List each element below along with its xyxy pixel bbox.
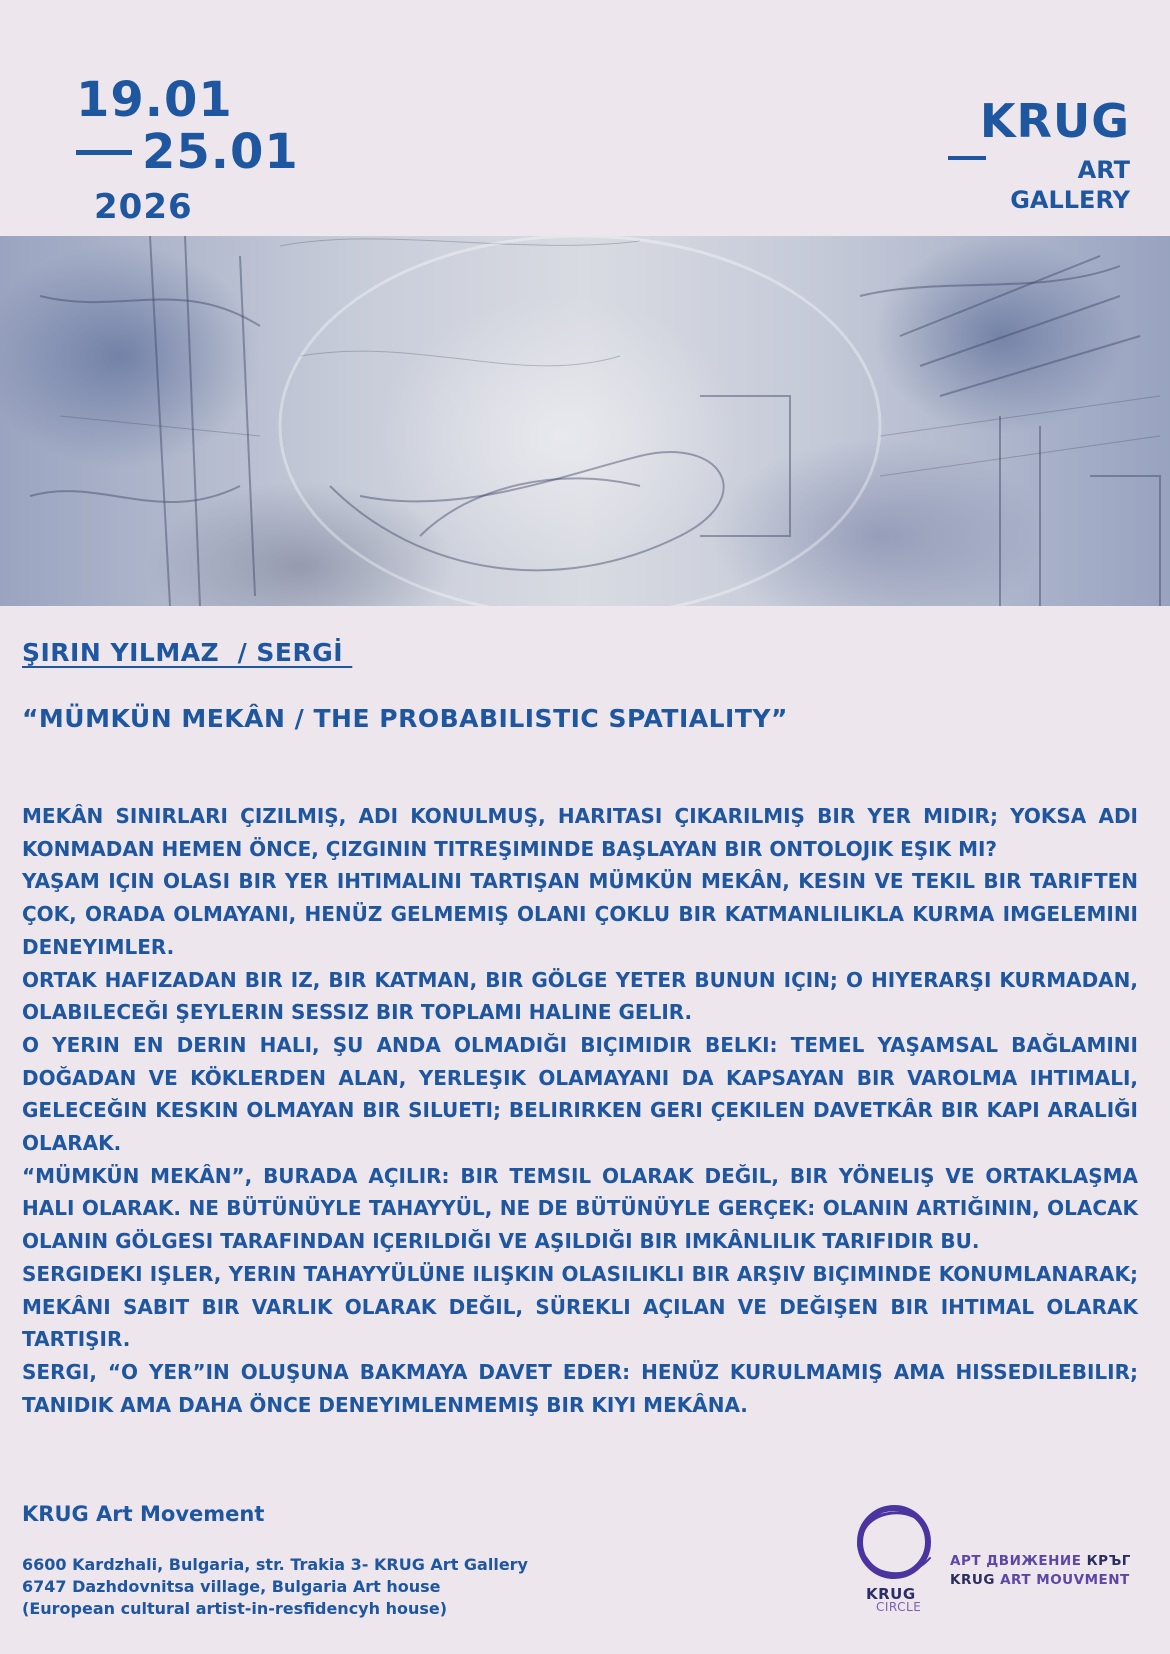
- description-paragraph: O YERIN EN DERIN HALI, ŞU ANDA OLMADIĞI BIÇIMIDIR BELKI: TEMEL YAŞAMSAL BAĞLAMINI DOĞADAN VE KÖKLERDEN ALAN, YERLEŞIK OLAMAYANI DA KAPSAYAN BIR VAROLMA IHTIMALI, GELECEĞIN KESKIN OLMAYAN BIR SILUETI; BELIRIRKEN GERI ÇEKILEN DAVETKÂR BIR KAPI ARALIĞI OLARAK.: [22, 1032, 1138, 1156]
- address-line: 6747 Dazhdovnitsa village, Bulgaria Art house: [22, 1577, 441, 1596]
- movement-line-latin: [950, 1571, 1131, 1590]
- brand-dash: [948, 156, 986, 160]
- brand-gallery: GALLERY: [1010, 186, 1130, 214]
- description-paragraph: “MÜMKÜN MEKÂN”, BURADA AÇILIR: BIR TEMSIL OLARAK DEĞIL, BIR YÖNELIŞ VE ORTAKLAŞMA HALI OLARAK. NE BÜTÜNÜYLE TAHAYYÜL, NE DE BÜTÜNÜYLE GERÇEK: OLANIN ARTIĞININ, OLACAK OLANIN GÖLGESI TARAFINDAN IÇERILDIĞI VE AŞILDIĞI BIR IMKÂNLILIK TARIFIDIR BU.: [22, 1163, 1138, 1254]
- description-paragraph: YAŞAM IÇIN OLASI BIR YER IHTIMALINI TARTIŞAN MÜMKÜN MEKÂN, KESIN VE TEKIL BIR TARIFTEN ÇOK, ORADA OLMAYANI, HENÜZ GELMEMIŞ OLANI ÇOKLU BIR KATMANLILIKLA KURMA IMGELEMINI DENEYIMLER.: [22, 869, 1138, 959]
- movement-latin-part1: KRUG: [950, 1572, 1001, 1588]
- artwork-texture: [0, 236, 1170, 606]
- krug-circle-logo: [846, 1496, 942, 1616]
- logo-word: KRUG: [866, 1585, 916, 1603]
- art-movement-label: [950, 1552, 1131, 1590]
- gallery-brand: [930, 94, 1130, 218]
- date-start: 19.01: [76, 72, 233, 128]
- brand-art-row: [930, 152, 1130, 186]
- brand-art: ART: [1077, 156, 1130, 184]
- movement-line-cyrillic: [950, 1552, 1131, 1571]
- description-paragraph: ORTAK HAFIZADAN BIR IZ, BIR KATMAN, BIR GÖLGE YETER BUNUN IÇIN; O HIYERARŞI KURMADAN, OLABILECEĞI ŞEYLERIN SESSIZ BIR TOPLAMI HALINE GELIR.: [22, 967, 1138, 1025]
- date-end: 25.01: [142, 124, 299, 180]
- date-year: 2026: [94, 187, 193, 227]
- address-line: (European cultural artist-in-resfidencyh house): [22, 1599, 448, 1618]
- brand-krug: KRUG: [979, 94, 1130, 148]
- date-dash: [76, 150, 132, 155]
- exhibition-title: “MÜMKÜN MEKÂN / THE PROBABILISTIC SPATIALITY”: [22, 704, 788, 733]
- artist-heading: ŞIRIN YILMAZ / SERGİ: [22, 638, 353, 667]
- exhibition-dates: [76, 72, 299, 227]
- movement-cyrillic-part2: КРЪГ: [1086, 1553, 1131, 1569]
- artwork-banner-image: [0, 236, 1170, 606]
- address-line: 6600 Kardzhali, Bulgaria, str. Trakia 3- KRUG Art Gallery: [22, 1555, 528, 1574]
- description-paragraph: SERGIDEKI IŞLER, YERIN TAHAYYÜLÜNE ILIŞKIN OLASILIKLI BIR ARŞIV BIÇIMINDE KONUMLANARAK; MEKÂNI SABIT BIR VARLIK OLARAK DEĞIL, SÜREKLI AÇILAN VE DEĞIŞEN BIR IHTIMAL OLARAK TARTIŞIR.: [22, 1261, 1138, 1352]
- exhibition-description: [22, 800, 1138, 1421]
- description-paragraph: SERGI, “O YER”IN OLUŞUNA BAKMAYA DAVET EDER: HENÜZ KURULMAMIŞ AMA HISSEDILEBILIR; TANIDIK AMA DAHA ÖNCE DENEYIMLENMEMIŞ BIR KIYI MEKÂNA.: [22, 1359, 1138, 1417]
- logo-subword: CIRCLE: [876, 1600, 922, 1614]
- circle-logo-icon: [846, 1496, 942, 1592]
- footer-org-name: KRUG Art Movement: [22, 1502, 265, 1526]
- date-end-row: [76, 124, 299, 180]
- movement-cyrillic-part1: АРТ ДВИЖЕНИЕ: [950, 1553, 1087, 1569]
- description-paragraph: MEKÂN SINIRLARI ÇIZILMIŞ, ADI KONULMUŞ, HARITASI ÇIKARILMIŞ BIR YER MIDIR; YOKSA ADI KONMADAN HEMEN ÖNCE, ÇIZGININ TITREŞIMINDE BAŞLAYAN BIR ONTOLOJIK EŞIK MI?: [22, 804, 1138, 861]
- movement-latin-part2: ART MOUVMENT: [1000, 1572, 1130, 1588]
- footer-address: [22, 1554, 528, 1620]
